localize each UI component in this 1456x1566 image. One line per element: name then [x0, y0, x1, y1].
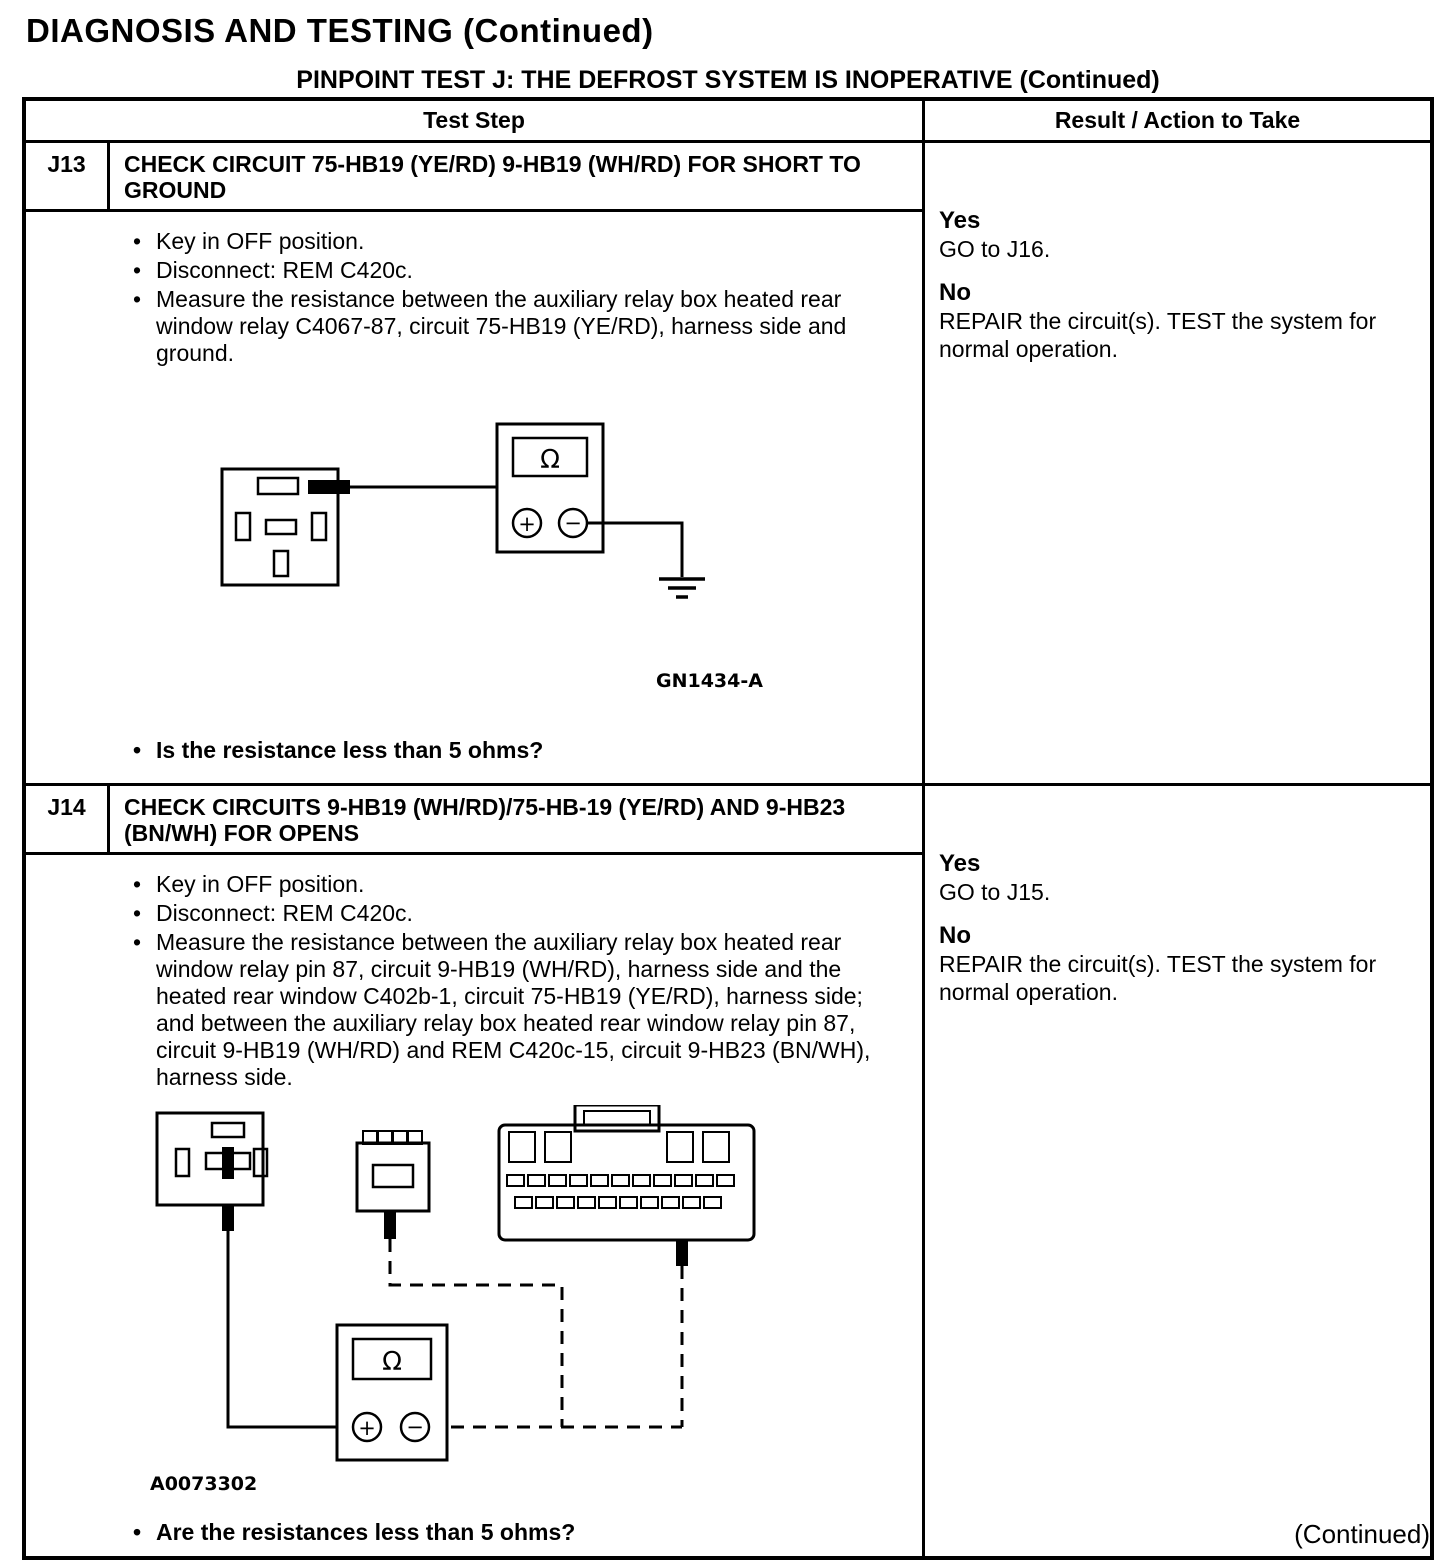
relay-connector	[157, 1113, 267, 1205]
svg-text:−: −	[564, 510, 582, 535]
ohmmeter-symbol: Ω	[540, 444, 560, 475]
pinpoint-test-title: PINPOINT TEST J: THE DEFROST SYSTEM IS INOPERATIVE (Continued)	[296, 66, 1160, 94]
result-no-action: REPAIR the circuit(s). TEST the system for normal operation.	[939, 308, 1377, 362]
result-no-label: No	[939, 279, 971, 307]
test-row-j14	[26, 786, 1430, 1556]
pinpoint-test-table	[22, 97, 1434, 1560]
rem-connector	[499, 1105, 754, 1240]
bullet-icon: •	[132, 929, 142, 956]
j14-circuit-diagram	[26, 1105, 906, 1505]
column-header-test-step: Test Step	[26, 101, 925, 140]
test-j14-header	[26, 786, 922, 855]
ground-symbol	[659, 579, 705, 597]
multimeter	[337, 1325, 447, 1460]
test-id: J14	[26, 786, 110, 852]
result-cell-j14	[925, 786, 1430, 1556]
list-item: • Measure the resistance between the auxiliary relay box heated rear window relay pin 87, circuit 9-HB19 (WH/RD), harness side and the heated rear window C402b-1, circuit 75-HB19 (YE/RD), harness side; and between the auxiliary relay box heated rear window relay pin 87, circuit 9-HB19 (WH/RD) and REM C420c-15, circuit 9-HB23 (BN/WH), harness side.	[26, 929, 922, 1090]
probe-tip	[308, 480, 350, 494]
figure-id: A0073302	[150, 1472, 258, 1495]
list-item: • Key in OFF position.	[26, 228, 922, 255]
test-title: CHECK CIRCUITS 9-HB19 (WH/RD)/75-HB-19 (YE/RD) AND 9-HB23 (BN/WH) FOR OPENS	[124, 794, 846, 847]
bullet-icon: •	[132, 286, 142, 313]
test-row-j13	[26, 143, 1430, 786]
bullet-icon: •	[132, 736, 142, 763]
bullet-icon: •	[132, 228, 142, 255]
list-item: • Key in OFF position.	[26, 871, 922, 898]
test-lead-wire	[228, 1231, 353, 1427]
result-no-label: No	[939, 922, 971, 950]
bullet-icon: •	[132, 257, 142, 284]
test-question: • Is the resistance less than 5 ohms?	[26, 737, 922, 764]
list-item: • Disconnect: REM C420c.	[26, 900, 922, 927]
svg-text:−: −	[406, 1414, 424, 1439]
j13-circuit-diagram	[26, 421, 906, 723]
window-connector	[357, 1131, 429, 1211]
probe-tip	[222, 1205, 234, 1231]
bullet-icon: •	[132, 1518, 142, 1545]
list-item: • Disconnect: REM C420c.	[26, 257, 922, 284]
result-yes-label: Yes	[939, 850, 981, 877]
multimeter	[497, 424, 603, 552]
test-id: J13	[26, 143, 110, 209]
figure-id: GN1434-A	[656, 669, 763, 692]
svg-text:+: +	[358, 1415, 376, 1440]
probe-tip	[384, 1211, 396, 1239]
column-header-result: Result / Action to Take	[1054, 107, 1301, 133]
result-yes-label: Yes	[939, 207, 981, 234]
ohmmeter-symbol: Ω	[382, 1346, 402, 1377]
continued-footer: (Continued)	[1294, 1519, 1430, 1549]
list-item: • Measure the resistance between the auxiliary relay box heated rear window relay C4067-87, circuit 75-HB19 (YE/RD), harness side and ground.	[26, 286, 922, 367]
table-header-row	[26, 101, 1430, 143]
page-title: DIAGNOSIS AND TESTING (Continued)	[26, 12, 654, 49]
result-yes-action: GO to J15.	[939, 878, 1051, 905]
bullet-icon: •	[132, 900, 142, 927]
test-title: CHECK CIRCUIT 75-HB19 (YE/RD) 9-HB19 (WH/RD) FOR SHORT TO GROUND	[124, 151, 861, 204]
result-no-action: REPAIR the circuit(s). TEST the system for normal operation.	[939, 951, 1377, 1005]
test-j13-header	[26, 143, 922, 212]
result-cell-j13	[925, 143, 1430, 783]
test-question: • Are the resistances less than 5 ohms?	[26, 1519, 922, 1546]
bullet-icon: •	[132, 871, 142, 898]
svg-text:+: +	[518, 511, 536, 536]
result-yes-action: GO to J16.	[939, 235, 1051, 262]
probe-tip	[676, 1240, 688, 1266]
